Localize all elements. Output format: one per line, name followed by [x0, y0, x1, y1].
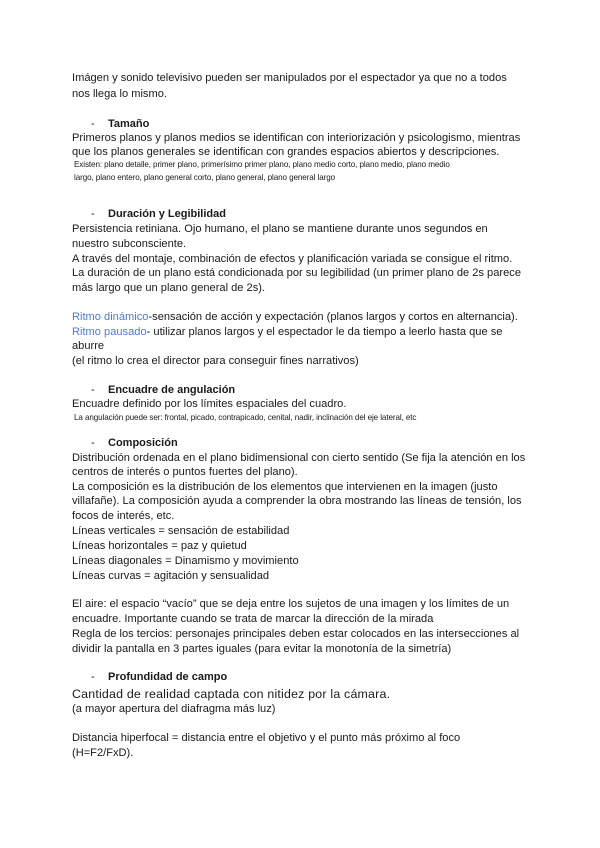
ritmo-dinamico-text: -sensación de acción y expectación (planos largos y cortos en alternancia).	[148, 311, 518, 323]
ritmo-dinamico-term: Ritmo dinámico	[72, 311, 149, 323]
profundidad-line-1: (a mayor apertura del diafragma más luz)	[72, 703, 276, 715]
composicion-line-3: La composición es la distribución de los elementos que intervienen en la imagen (justo	[72, 481, 498, 493]
composicion-line-8: Líneas diagonales = Dinamismo y movimiento	[72, 555, 299, 567]
tamano-small-1: Existen: plano detalle, primer plano, primerísimo primer plano, plano medio corto, plano medio, plano medio	[74, 160, 450, 169]
encuadre-small-1: La angulación puede ser: frontal, picado, contrapicado, cenital, nadir, inclinación del eje lateral, etc	[74, 413, 417, 422]
ritmo-pausado-text: - utilizar planos largos y el espectador le da tiempo a leerlo hasta que se	[146, 326, 503, 338]
tamano-small-2: largo, plano entero, plano general corto, plano general, plano general largo	[74, 173, 336, 182]
bullet-dash: -	[91, 118, 95, 130]
profundidad-line-2: Distancia hiperfocal = distancia entre el objetivo y el punto más próximo al foco	[72, 732, 461, 744]
heading-tamano	[91, 117, 149, 132]
heading-label: Composición	[108, 437, 178, 449]
heading-label: Duración y Legibilidad	[108, 208, 226, 220]
duracion-line-1: Persistencia retiniana. Ojo humano, el plano se mantiene durante unos segundos en	[72, 223, 488, 235]
composicion-line-6: Líneas verticales = sensación de estabilidad	[72, 525, 290, 537]
heading-label: Tamaño	[108, 118, 150, 130]
intro-line-1: Imágen y sonido televisivo pueden ser manipulados por el espectador ya que no a todos	[72, 72, 507, 84]
aire-line-2: encuadre. Importante cuando se trata de marcar la dirección de la mirada	[72, 613, 434, 625]
composicion-line-9: Líneas curvas = agitación y sensualidad	[72, 570, 270, 582]
ritmo-pausado-cont: aburre	[72, 340, 105, 352]
ritmo-dinamico-line	[72, 310, 518, 325]
profundidad-line-3: (H=F2/FxD).	[72, 747, 134, 759]
aire-line-1: El aire: el espacio “vacío” que se deja entre los sujetos de una imagen y los límites de un	[72, 598, 510, 610]
ritmo-pausado-term: Ritmo pausado	[72, 326, 147, 338]
duracion-line-3: A través del montaje, combinación de efectos y planificación variada se consigue el ritmo.	[72, 253, 513, 265]
duracion-line-4: La duración de un plano está condicionada por su legibilidad (un primer plano de 2s parece	[72, 267, 521, 279]
ritmo-note: (el ritmo lo crea el director para conseguir fines narrativos)	[72, 355, 359, 367]
bullet-dash: -	[91, 208, 95, 220]
aire-line-3: Regla de los tercios: personajes principales deben estar colocados en las intersecciones al	[72, 628, 520, 640]
bullet-dash: -	[91, 384, 95, 396]
duracion-line-2: nuestro subconsciente.	[72, 238, 187, 250]
profundidad-big-line: Cantidad de realidad captada con nitidez por la cámara.	[72, 687, 391, 701]
aire-line-4: dividir la pantalla en 3 partes iguales (para evitar la monotonía de la simetría)	[72, 643, 452, 655]
bullet-dash: -	[91, 437, 95, 449]
composicion-line-7: Líneas horizontales = paz y quietud	[72, 540, 247, 552]
heading-composicion	[91, 436, 178, 451]
tamano-line-2: que los planos generales se identifican con grandes espacios abiertos y descripciones.	[72, 146, 500, 158]
composicion-line-2: centros de interés o puntos fuertes del plano).	[72, 466, 298, 478]
heading-label: Profundidad de campo	[108, 671, 228, 683]
tamano-line-1: Primeros planos y planos medios se identifican con interiorización y psicologismo, mientras	[72, 132, 521, 144]
bullet-dash: -	[91, 671, 95, 683]
intro-line-2: nos llega lo mismo.	[72, 88, 167, 100]
heading-duracion	[91, 207, 226, 222]
duracion-line-5: más largo que un plano general de 2s).	[72, 282, 266, 294]
composicion-line-5: focos de interés, etc.	[72, 510, 175, 522]
composicion-line-4: villafañe). La composición ayuda a comprender la obra mostrando las líneas de tensión, los	[72, 495, 522, 507]
encuadre-line-1: Encuadre definido por los límites espaciales del cuadro.	[72, 398, 347, 410]
heading-profundidad	[91, 670, 227, 685]
heading-label: Encuadre de angulación	[108, 384, 236, 396]
composicion-line-1: Distribución ordenada en el plano bidimensional con cierto sentido (Se fija la atención en los	[72, 452, 526, 464]
heading-encuadre	[91, 383, 235, 398]
ritmo-pausado-line	[72, 325, 502, 340]
